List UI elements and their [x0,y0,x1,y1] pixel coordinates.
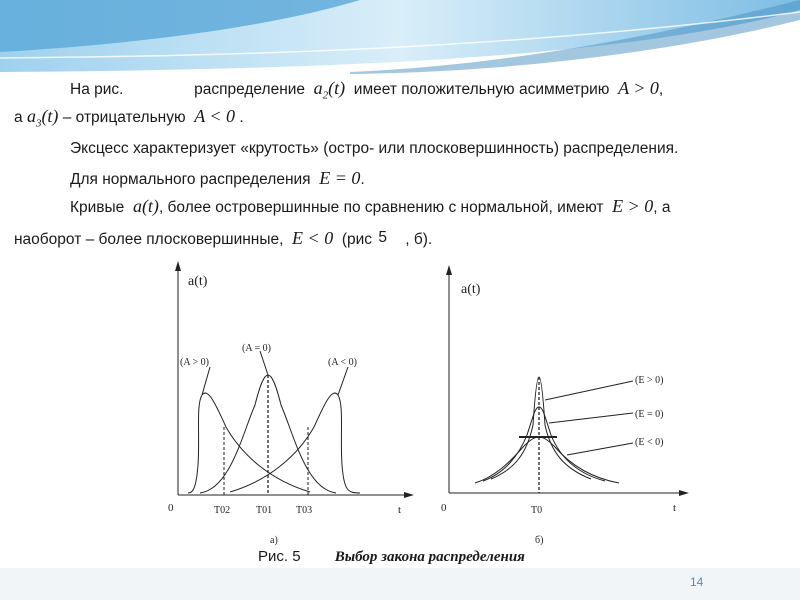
page-number: 14 [690,575,704,589]
text-fragment: – отрицательную [62,109,186,126]
formula-e-negative: E < 0 [292,228,334,248]
paragraph-line-3: Эксцесс характеризует «крутость» (остро- или плосковершинность) распределения. [70,140,679,157]
formula-a-positive: A > 0 [618,78,659,98]
figure-caption [258,548,525,566]
paragraph-line-4: Для нормального распределения E = 0. [70,168,365,188]
origin-label: 0 [168,502,174,514]
footer-band [0,568,800,600]
text-fragment: имеет положительную асимметрию [353,81,610,98]
tick-label-t01: T01 [256,505,273,516]
x-axis-label: t [398,504,402,516]
formula-at: a(t) [132,196,159,216]
paragraph-line-6: наоборот – более плосковершинные, E < 0 (рис 5 , б). [14,228,433,248]
formula-e-zero: E = 0 [319,168,361,188]
text-fragment: распределение [194,81,306,98]
header-banner [0,0,800,80]
formula-a-negative: A < 0 [194,106,236,126]
curve-positive-excess [491,377,591,479]
label-a-positive: (A > 0) [180,357,209,368]
label-e-positive: (E > 0) [635,375,664,386]
label-e-negative: (E < 0) [635,437,664,448]
curve-negative-asymmetry [230,393,360,493]
caption-title: Выбор закона распределения [334,549,525,565]
figure-sublabel-a: а) [270,535,278,545]
text-fragment: На рис. [70,81,124,98]
figure-asymmetry [160,255,420,545]
formula-a2: $a_2(t)$ [313,78,346,102]
figure-sublabel-b: б) [535,535,544,545]
y-axis-label: a(t) [461,282,481,297]
figure-ref-number: 5 [378,229,387,246]
paragraph-line-1: На рис. распределение $a_2(t)$ имеет положительную асимметрию A > 0, [70,78,664,102]
tick-label-t03: T03 [296,505,313,516]
x-axis-label: t [673,502,677,514]
formula-a3: $a_3(t)$ [26,106,59,130]
figure-excess [435,265,695,545]
text-fragment: а [14,109,23,126]
origin-label: 0 [441,502,447,514]
paragraph-line-5: Кривые a(t), более островершинные по сравнению с нормальной, имеют E > 0, а [70,196,671,216]
label-a-zero: (A = 0) [242,343,271,354]
formula-e-positive: E > 0 [612,196,654,216]
label-e-zero: (E = 0) [635,409,664,420]
y-axis-label: a(t) [188,274,208,289]
label-a-negative: (A < 0) [328,357,357,368]
curve-positive-asymmetry [188,393,310,493]
paragraph-line-2: а $a_3(t)$ – отрицательную A < 0 . [14,106,244,130]
caption-prefix: Рис. 5 [258,548,301,565]
tick-label-t02: T02 [214,505,231,516]
tick-label-t0: T0 [531,505,543,516]
